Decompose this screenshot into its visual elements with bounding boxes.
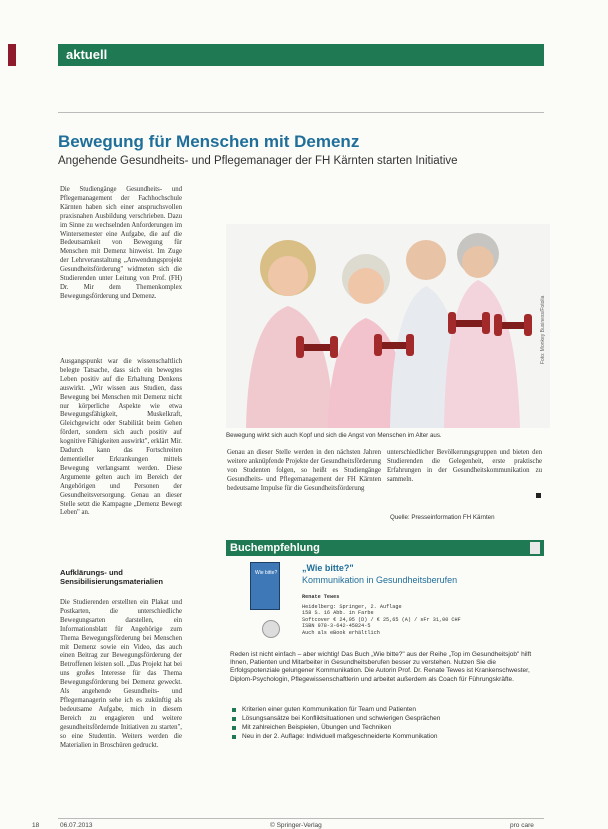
list-item: Neu in der 2. Auflage: Individuell maßgeschneiderte Kommunikation [230,732,542,741]
body-paragraph-3: Die Studierenden erstellten ein Plakat und Postkarten, die unterschiedliche Bewegungsarten darstellen, ein Informationsblatt für Angehörige zum Thema Bewegungsförderung bei Menschen mit Demenz sowie ein Video, das auch einen Beitrag zur Bewegungsförderung der Betroffenen leisten soll. „Das Projekt hat bei uns großes Interesse für das Thema Bewegungsförderung bei Demenz geweckt. Als angehende Gesundheits- und Pflegemanagerin sehe ich es zukünftig als bedeutsame Aufgabe, mich in diesem Bereich zu engagieren und weitere gesundheitsfördernde Initiativen zu starten", so eine Studentin. Weiters werden die Materialien in Broschüren gedruckt. [60,599,182,749]
book-author: Renate Tewes [302,594,340,600]
divider [58,112,544,113]
body-paragraph-2: Ausgangspunkt war die wissenschaftlich belegte Tatsache, dass sich ein bewegtes Leben positiv auf die Erhaltung Denkens auswirkt. „Wir wissen aus Studien, dass Bewegung bei Menschen mit Demenz nicht nur körperliche Aspekte wie etwa Bewegungsfähigkeit, Muskelkraft, Gleichgewicht oder Stabilität beim Gehen fördert, sondern sich auch positiv auf kognitive Fähigkeiten auswirkt", erklärt Mir. Dadurch kann das Fortschreiten dementieller Erkrankungen mittels Bewegung verlangsamt werden. Diese Argumente gelten auch im Bereich der Angehörigen und Personen der Gesundheitsversorgung. Genau an dieser Stelle setzt die Kampagne „Demenz Bewegt Leben" an. [60,358,182,517]
body-paragraph-4: Genau an dieser Stelle werden in den nächsten Jahren weitere anknüpfende Projekte der Gesundheitsförderung von Studenten folgen, so heißt es Studiengänge Gesundheits- und Pflegemanagement der FH Kärnten bedeutsame Impulse für die Gesundheitsförderung [227,449,381,492]
seniors-exercise-photo [226,224,550,428]
book-info-line: ISBN 978-3-642-45824-5 [302,623,371,629]
page-number: 18 [32,822,40,829]
publisher: © Springer-Verlag [270,822,322,829]
body-paragraph-1: Die Studiengänge Gesundheits- und Pflegemanagement der Fachhochschule Kärnten haben sich einer anspruchsvollen praxisnahen Ausbildung verschrieben. Dazu im Sinne zu wechselnden Anforderungen im Wintersemester eine Aufgabe, die auf die Bedeutsamkeit von Bewegung für Menschen mit Demenz hinweist. Im Zuge der Lehrveranstaltung „Anwendungsprojekt Gesundheitsförderung" widmeten sich die Studierenden unter Leitung von Prof. (FH) Dr. Mir dem Themenkomplex Bewegungsförderung und Demenz. [60,186,182,300]
footer-divider [58,818,544,819]
book-icon [530,542,540,554]
section-label: aktuell [58,44,544,66]
book-info-line: 158 S. 16 Abb. in Farbe [302,610,374,616]
subheadline: Angehende Gesundheits- und Pflegemanager der FH Kärnten starten Initiative [58,155,458,167]
list-item: Kriterien einer guten Kommunikation für Team und Patienten [230,705,542,714]
book-title: „Wie bitte?" [302,563,354,573]
photo-credit: Foto: Monkey Business/Fotolia [540,295,546,364]
book-subtitle: Kommunikation in Gesundheitsberufen [302,575,458,585]
book-info-line: Softcover € 24,95 (D) / € 25,65 (A) / sFr 31,00 CHF [302,616,461,623]
article-end-mark [536,493,541,498]
magazine-name: pro care [510,822,534,829]
book-info-line: Heidelberg: Springer, 2. Auflage [302,603,402,610]
book-feature-list [230,705,542,741]
book-cover [250,562,280,610]
book-cover-title: Wie bitte? [255,570,278,576]
photo-caption: Bewegung wirkt sich auch Kopf und sich die Angst von Menschen im Alter aus. [226,432,442,439]
body-paragraph-5: unterschiedlicher Bevölkerungsgruppen und bieten den Studierenden die Gelegenheit, erste praktische Erfahrungen in der Gesundheitskommunikation zu sammeln. [387,449,542,483]
subsection-heading: Aufklärungs- und Sensibilisierungsmaterialien [60,568,163,586]
book-description: Reden ist nicht einfach – aber wichtig! Das Buch „Wie bitte?" aus der Reihe „Top im Gesundheitsjob" hilft Ihnen, Patienten und Mitarbeiter in Gesundheitsberufen besser zu verstehen. Nutzen Sie die Erfolgspotenziale gelungener Kommunikation. Die Autorin Prof. Dr. Renate Tewes ist Krankenschwester, Diplom-Psychologin, Pflegewissenschaftlerin und arbeitet außerdem als Coach für Führungskräfte. [230,651,532,683]
cd-icon [262,620,280,638]
book-info [302,594,461,636]
section-marker [8,44,16,66]
book-recommendation-label: Buchempfehlung [230,542,320,554]
book-recommendation-header [226,540,544,556]
issue-date: 06.07.2013 [60,822,93,829]
headline: Bewegung für Menschen mit Demenz [58,132,360,151]
book-info-line: Auch als eBook erhältlich [302,629,380,636]
source-note: Quelle: Presseinformation FH Kärnten [390,514,495,521]
list-item: Lösungsansätze bei Konfliktsituationen und schwierigen Gesprächen [230,714,542,723]
list-item: Mit zahlreichen Beispielen, Übungen und Techniken [230,723,542,732]
